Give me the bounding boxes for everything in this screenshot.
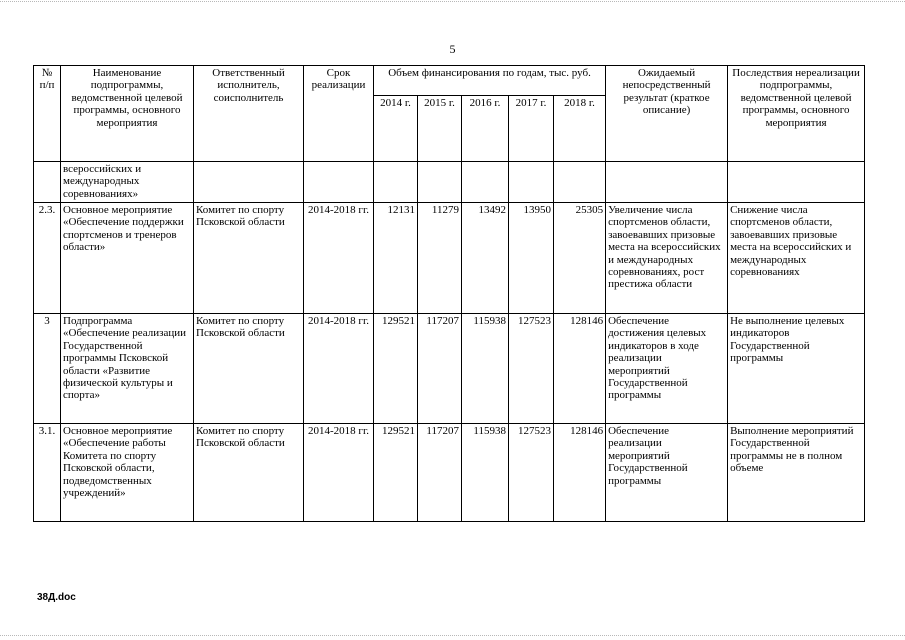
- scan-edge-bottom: [0, 635, 905, 637]
- row-consequences: Не выполнение целевых индикаторов Государственной программы: [728, 314, 865, 424]
- row-number: 2.3.: [34, 203, 61, 314]
- row-term: 2014-2018 гг.: [304, 203, 374, 314]
- row-value: 127523: [509, 424, 554, 522]
- row-result: Обеспечение достижения целевых индикаторов в ходе реализации мероприятий Государственной программы: [606, 314, 728, 424]
- row-result: [606, 162, 728, 203]
- header-year: 2015 г.: [418, 96, 462, 162]
- row-responsible: Комитет по спорту Псковской области: [194, 314, 304, 424]
- row-result: Увеличение числа спортсменов области, завоевавших призовые места на всероссийских и международных соревнованиях, рост престижа области: [606, 203, 728, 314]
- row-value: 117207: [418, 424, 462, 522]
- header-consequences: Последствия нереализации подпрограммы, ведомственной целевой программы, основного мероприятия: [728, 66, 865, 162]
- row-responsible: Комитет по спорту Псковской области: [194, 424, 304, 522]
- row-number: 3: [34, 314, 61, 424]
- header-name: Наименование подпрограммы, ведомственной целевой программы, основного мероприятия: [61, 66, 194, 162]
- row-value: 25305: [554, 203, 606, 314]
- row-consequences: Снижение числа спортсменов области, завоевавших призовые места на всероссийских и международных соревнованиях: [728, 203, 865, 314]
- row-responsible: [194, 162, 304, 203]
- scan-edge-top: [0, 1, 905, 3]
- header-funding: Объем финансирования по годам, тыс. руб.: [374, 66, 606, 96]
- row-value: [554, 162, 606, 203]
- row-name: всероссийских и международных соревнованиях»: [61, 162, 194, 203]
- header-no: № п/п: [34, 66, 61, 162]
- header-result: Ожидаемый непосредственный результат (краткое описание): [606, 66, 728, 162]
- row-value: 127523: [509, 314, 554, 424]
- table-row: [34, 203, 865, 314]
- financing-table: [33, 65, 865, 522]
- row-value: 115938: [462, 314, 509, 424]
- row-consequences: Выполнение мероприятий Государственной программы не в полном объеме: [728, 424, 865, 522]
- table-body: [34, 162, 865, 522]
- row-value: 129521: [374, 314, 418, 424]
- row-name: Основное мероприятие «Обеспечение работы Комитета по спорту Псковской области, подведомственных учреждений»: [61, 424, 194, 522]
- row-result: Обеспечение реализации мероприятий Государственной программы: [606, 424, 728, 522]
- header-year: 2016 г.: [462, 96, 509, 162]
- table-row: [34, 314, 865, 424]
- row-value: 128146: [554, 314, 606, 424]
- row-value: [462, 162, 509, 203]
- row-term: 2014-2018 гг.: [304, 314, 374, 424]
- table-row: [34, 162, 865, 203]
- row-responsible: Комитет по спорту Псковской области: [194, 203, 304, 314]
- row-term: [304, 162, 374, 203]
- header-year: 2017 г.: [509, 96, 554, 162]
- table-header: [34, 66, 865, 162]
- page-number: 5: [449, 42, 456, 56]
- row-name: Подпрограмма «Обеспечение реализации Государственной программы Псковской области «Развитие физической культуры и спорта»: [61, 314, 194, 424]
- row-consequences: [728, 162, 865, 203]
- row-value: 117207: [418, 314, 462, 424]
- row-number: [34, 162, 61, 203]
- row-value: 12131: [374, 203, 418, 314]
- row-value: 11279: [418, 203, 462, 314]
- row-value: 128146: [554, 424, 606, 522]
- header-responsible: Ответственный исполнитель, соисполнитель: [194, 66, 304, 162]
- row-value: [374, 162, 418, 203]
- row-name: Основное мероприятие «Обеспечение поддержки спортсменов и тренеров области»: [61, 203, 194, 314]
- row-value: 115938: [462, 424, 509, 522]
- table-row: [34, 424, 865, 522]
- row-value: [418, 162, 462, 203]
- header-year: 2018 г.: [554, 96, 606, 162]
- row-term: 2014-2018 гг.: [304, 424, 374, 522]
- row-number: 3.1.: [34, 424, 61, 522]
- row-value: [509, 162, 554, 203]
- row-value: 13492: [462, 203, 509, 314]
- row-value: 13950: [509, 203, 554, 314]
- row-value: 129521: [374, 424, 418, 522]
- header-term: Срок реализации: [304, 66, 374, 162]
- header-year: 2014 г.: [374, 96, 418, 162]
- document-filename: 38Д.doc: [37, 592, 76, 603]
